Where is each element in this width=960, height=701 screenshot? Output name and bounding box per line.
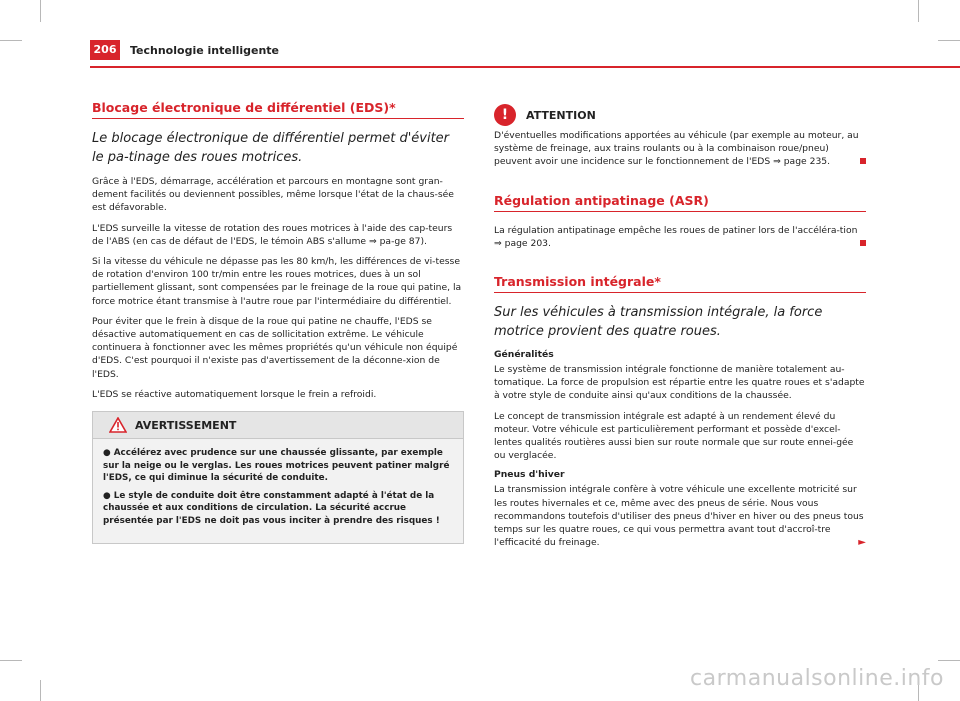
paragraph: Si la vitesse du véhicule ne dépasse pas les 80 km/h, les différences de vi-tesse de rotation d'environ 100 tr/min entre les roues motrices, dues à un sol partiellement glissant, sont compensées par le freinage de la roue qui patine, la force motrice étant transmise à l'autre roue par l'intermédiaire du différentiel. [92, 256, 462, 307]
section-title-eds: Blocage électronique de différentiel (EDS)* [92, 100, 464, 119]
crop-mark [938, 40, 960, 41]
warning-body [93, 439, 463, 543]
warning-box [92, 411, 464, 544]
paragraph-content: La transmission intégrale confère à votre véhicule une excellente motricité sur les routes hivernales et ce, même avec des pneus de série. Nous vous recommandons toutefois d'utiliser des pneus d'hiver en hiver ou des pneus tous temps sur les quatre roues, ce qui vous permettra avant tout d'accroî-tre l'efficacité du freinage. [494, 484, 864, 549]
paragraph: L'EDS surveille la vitesse de rotation des roues motrices à l'aide des cap-teurs de l'ABS (en cas de défaut de l'EDS, le témoin ABS s'allume ⇒ pa-ge 87). [92, 222, 453, 247]
section-title-awd: Transmission intégrale* [494, 274, 866, 293]
left-column [92, 100, 464, 544]
crop-mark [0, 660, 22, 661]
section-title-asr: Régulation antipatinage (ASR) [494, 193, 866, 212]
paragraph: Grâce à l'EDS, démarrage, accélération et parcours en montagne sont gran-dement facilités ou deviennent possibles, même lorsque l'état de la chaus-sée est défavorable. [92, 176, 454, 214]
crop-mark [918, 0, 919, 22]
warning-item: ● Accélérez avec prudence sur une chaussée glissante, par exemple sur la neige ou le verglas. Les roues motrices peuvent patiner malgré l'EDS, ce qui diminue la sécurité de conduite. [103, 448, 450, 484]
paragraph: Pour éviter que le frein à disque de la roue qui patine ne chauffe, l'EDS se désactive automatiquement en cas de sollicitation extrême. Le véhicule continuera à fonctionner avec les mêmes propriétés qu'un véhicule non équipé d'EDS. C'est pourquoi il n'existe pas d'avertissement de la déconne-xion de l'EDS. [92, 315, 458, 380]
warning-header [93, 412, 463, 439]
asr-text [494, 224, 866, 250]
subheading-winter-tires: Pneus d'hiver [494, 469, 565, 481]
asr-text-content: La régulation antipatinage empêche les roues de patiner lors de l'accéléra-tion ⇒ page 203. [494, 224, 858, 249]
crop-mark [40, 0, 41, 22]
paragraph: Le système de transmission intégrale fonctionne de manière totalement au-tomatique. La force de propulsion est répartie entre les quatre roues et s'adapte à votre style de conduite ainsi qu'aux conditions de la chaussée. [494, 364, 865, 402]
attention-header [494, 104, 866, 126]
continue-arrow-icon: ► [858, 537, 866, 549]
subheading-general: Généralités [494, 349, 554, 361]
warning-title: AVERTISSEMENT [135, 418, 237, 432]
warning-triangle-icon [109, 417, 127, 433]
attention-text [494, 129, 866, 169]
lead-awd: Sur les véhicules à transmission intégrale, la force motrice provient des quatre roues. [494, 305, 823, 340]
crop-mark [0, 40, 22, 41]
watermark: carmanualsonline.info [690, 666, 944, 691]
lead-eds: Le blocage électronique de différentiel permet d'éviter le pa-tinage des roues motrices. [92, 131, 450, 165]
header-rule [90, 66, 960, 68]
warning-item: ● Le style de conduite doit être constamment adapté à l'état de la chaussée et aux conditions de circulation. La sécurité accrue présentée par l'EDS ne doit pas vous inciter à prendre des risques ! [103, 490, 440, 527]
attention-icon: ! [494, 104, 516, 126]
paragraph: Le concept de transmission intégrale est adapté à un rendement élevé du moteur. Votre véhicule est particulièrement performant et possède d'excel-lentes qualités routières aussi bien sur route normale que sur route ennei-gée ou verglacée. [494, 410, 854, 462]
crop-mark [938, 660, 960, 661]
attention-title: ATTENTION [526, 108, 596, 122]
end-of-section-marker [860, 240, 866, 246]
end-of-section-marker [860, 158, 866, 164]
attention-text-content: D'éventuelles modifications apportées au véhicule (par exemple au moteur, au système de freinage, aux trains roulants ou à la combinaison roue/pneu) peuvent avoir une incidence sur le fonctionnement de l'EDS ⇒ page 235. [494, 130, 859, 168]
crop-mark [40, 680, 41, 701]
page-number: 206 [90, 40, 120, 60]
page-header-title: Technologie intelligente [130, 44, 280, 57]
paragraph: L'EDS se réactive automatiquement lorsque le frein a refroidi. [92, 388, 377, 400]
right-column [494, 104, 866, 556]
paragraph-with-continuation [494, 483, 866, 549]
